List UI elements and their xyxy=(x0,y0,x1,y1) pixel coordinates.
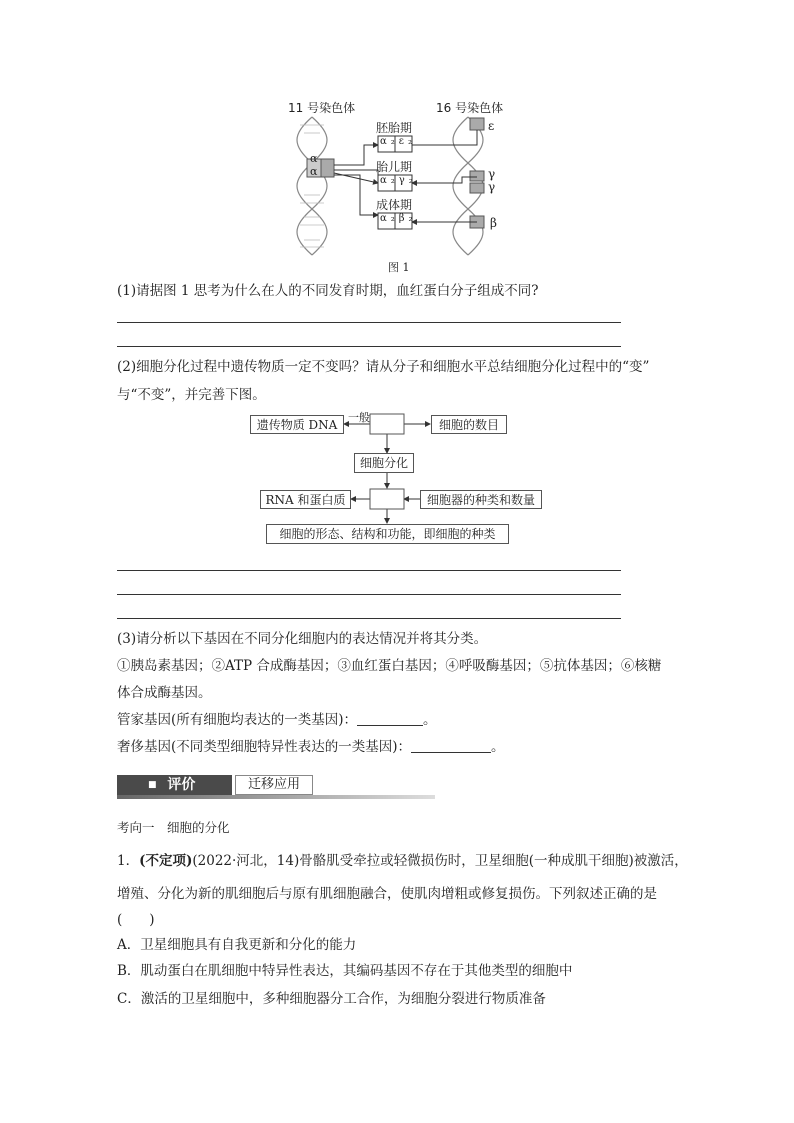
banner-dark-label: 评价 xyxy=(167,777,196,793)
blank-box-middle xyxy=(370,489,404,509)
chromosome-16-label: 16 号染色体 xyxy=(436,101,504,115)
alpha-label-bottom: α xyxy=(310,165,318,178)
question-3-line-1: (3)请分析以下基因在不同分化细胞内的表达情况并将其分类。 xyxy=(117,631,488,647)
protein-fetal-text: α₂γ₂ xyxy=(380,175,417,186)
flow-general-label: 一般 xyxy=(348,411,370,424)
stage-embryo-label: 胚胎期 xyxy=(376,121,413,135)
flow-differentiation-box: 细胞分化 xyxy=(354,453,414,473)
chromosome-11-helix xyxy=(297,117,327,255)
flow-cell-count-box: 细胞的数目 xyxy=(431,415,507,434)
housekeeping-period: 。 xyxy=(423,712,437,728)
gamma-gene-block-1 xyxy=(470,171,484,181)
flow-organelle-box: 细胞器的种类和数量 xyxy=(420,490,542,509)
question-2-line-1: (2)细胞分化过程中遗传物质一定不变吗？请从分子和细胞水平总结细胞分化过程中的“变” xyxy=(117,359,650,375)
answer-line-q2-1 xyxy=(117,570,621,571)
answer-line-q1-2 xyxy=(117,346,621,347)
figure-1 xyxy=(280,95,520,280)
banner-light-label: 迁移应用 xyxy=(247,777,300,792)
luxury-period: 。 xyxy=(491,739,505,755)
housekeeping-label: 管家基因(所有细胞均表达的一类基因)： xyxy=(117,712,358,728)
item-1-number: 1． xyxy=(117,853,140,869)
section-banner xyxy=(117,775,435,799)
item-1-tag: (不定项) xyxy=(139,853,193,869)
item-1-line-2: 增殖、分化为新的肌细胞后与原有肌细胞融合，使肌肉增粗或修复损伤。下列叙述正确的是 xyxy=(117,886,657,902)
question-3-line-2: ①胰岛素基因；②ATP 合成酶基因；③血红蛋白基因；④呼吸酶基因；⑤抗体基因；⑥核糖 xyxy=(117,658,662,674)
question-3-line-3: 体合成酶基因。 xyxy=(117,685,212,701)
item-1-line-1 xyxy=(117,851,688,871)
answer-line-q2-3 xyxy=(117,618,621,619)
flow-rna-box: RNA 和蛋白质 xyxy=(260,490,351,509)
gamma-gene-block-2 xyxy=(470,183,484,193)
luxury-blank[interactable] xyxy=(411,738,491,753)
blank-box-top xyxy=(370,414,404,434)
beta-label: β xyxy=(490,216,497,230)
housekeeping-gene-row xyxy=(117,710,437,730)
question-2-line-2: 与“不变”，并完善下图。 xyxy=(117,387,266,403)
banner-marker: ■ xyxy=(148,780,157,790)
flow-bottom-box: 细胞的形态、结构和功能，即细胞的种类 xyxy=(266,524,509,544)
option-c: C．激活的卫星细胞中，多种细胞器分工合作，为细胞分裂进行物质准备 xyxy=(117,991,546,1007)
option-b: B．肌动蛋白在肌细胞中特异性表达，其编码基因不存在于其他类型的细胞中 xyxy=(117,963,573,979)
housekeeping-blank[interactable] xyxy=(357,711,423,726)
banner-light-tab xyxy=(235,775,313,795)
banner-underline xyxy=(117,795,435,799)
answer-line-q1-1 xyxy=(117,322,621,323)
protein-adult-text: α₂β₂ xyxy=(380,213,417,224)
stage-fetal-label: 胎儿期 xyxy=(376,160,413,174)
chromosome-11-label: 11 号染色体 xyxy=(288,101,356,115)
epsilon-label: ε xyxy=(488,119,495,133)
luxury-label: 奢侈基因(不同类型细胞特异性表达的一类基因)： xyxy=(117,739,412,755)
figure-caption: 图 1 xyxy=(388,261,410,274)
alpha-gene-block xyxy=(320,159,334,177)
item-1-source: (2022·河北，14) xyxy=(192,853,300,869)
gamma-label-2: γ xyxy=(488,180,496,194)
item-1-text-1: 骨骼肌受牵拉或轻微损伤时，卫星细胞(一种成肌干细胞)被激活， xyxy=(299,853,688,869)
option-a: A．卫星细胞具有自我更新和分化的能力 xyxy=(117,937,357,953)
question-1: (1)请据图 1 思考为什么在人的不同发育时期，血红蛋白分子组成不同? xyxy=(117,283,539,299)
luxury-gene-row xyxy=(117,737,505,757)
protein-embryo-text: α₂ε₂ xyxy=(380,136,416,147)
answer-line-q2-2 xyxy=(117,594,621,595)
alpha-label-top: α xyxy=(310,152,318,165)
epsilon-gene-block xyxy=(470,118,484,130)
gamma-label-1: γ xyxy=(488,167,496,181)
stage-adult-label: 成体期 xyxy=(376,198,413,212)
flow-dna-box: 遗传物质 DNA xyxy=(250,415,344,434)
section-heading: 考向一 细胞的分化 xyxy=(117,820,230,835)
item-1-answer-paren: ( ) xyxy=(117,912,155,928)
banner-dark-tab xyxy=(117,775,232,795)
differentiation-flow-diagram xyxy=(250,408,550,550)
